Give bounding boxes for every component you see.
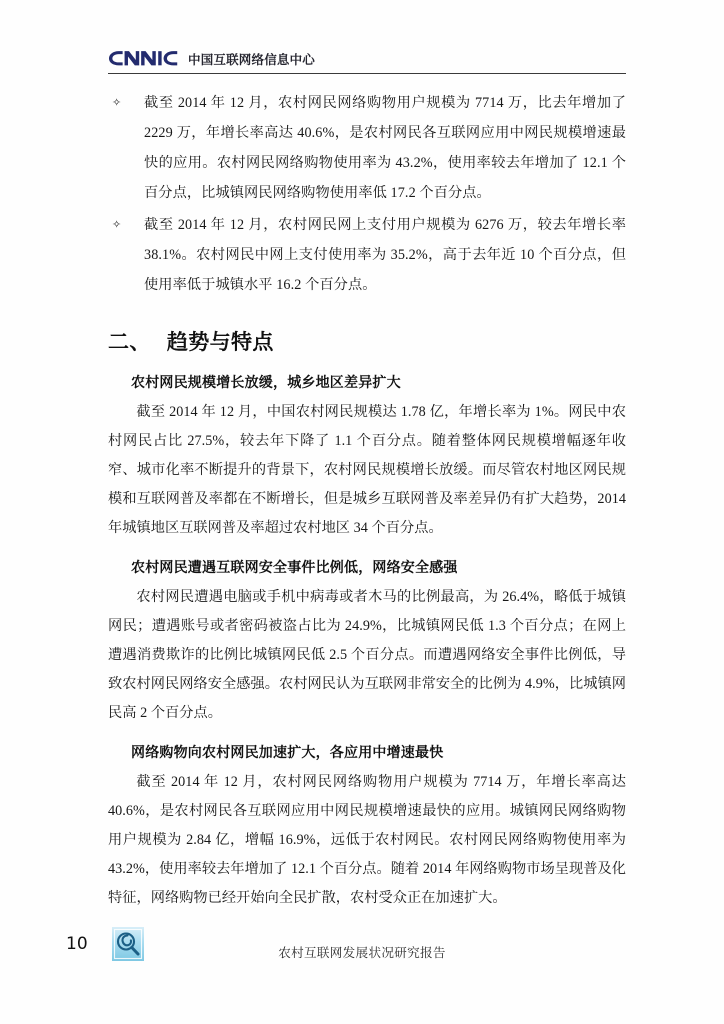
document-header [108,42,626,82]
list-item [108,88,626,208]
page-number: 10 [66,934,88,954]
cnnic-logo-icon [108,48,186,68]
section-heading [108,326,626,356]
subsection-paragraph-1: 截至 2014 年 12 月，中国农村网民规模达 1.78 亿，年增长率为 1%。网民中农村网民占比 27.5%，较去年下降了 1.1 个百分点。随着整体网民规模增幅逐年收窄、城市化率不断提升的背景下，农村网民规模增长放缓。而尽管农村地区网民规模和互联网普及率都在不断增长，但是城乡互联网普及率差异仍有扩大趋势，2014 年城镇地区互联网普及率超过农村地区 34 个百分点。 [108,404,626,536]
brand-name-label: 中国互联网络信息中心 [188,51,316,67]
bullet-text: 截至 2014 年 12 月，农村网民网络购物用户规模为 7714 万，比去年增加了 2229 万，年增长率高达 40.6%，是农村网民各互联网应用中网民规模增速最快的应用。农村网民网络购物使用率为 43.2%，使用率较去年增加了 12.1 个百分点，比城镇网民网络购物使用率低 17.2 个百分点。 [144,95,626,201]
subsection-paragraph-3: 截至 2014 年 12 月，农村网民网络购物用户规模为 7714 万，年增长率高达 40.6%，是农村网民各互联网应用中网民规模增速最快的应用。城镇网民网络购物用户规模为 2.84 亿，增幅 16.9%，远低于农村网民。农村网民网络购物使用率为 43.2%，使用率较去年增加了 12.1 个百分点。随着 2014 年网络购物市场呈现普及化特征，网络购物已经开始向全民扩散，农村受众正在加速扩大。 [108,774,626,906]
subsection-paragraph-2: 农村网民遭遇电脑或手机中病毒或者木马的比例最高，为 26.4%，略低于城镇网民；遭遇账号或者密码被盗占比为 24.9%，比城镇网民低 1.3 个百分点；在网上遭遇消费欺诈的比例比城镇网民低 2.5 个百分点。而遭遇网络安全事件比例低，导致农村网民网络安全感强。农村网民认为互联网非常安全的比例为 4.9%，比城镇网民高 2 个百分点。 [108,589,626,721]
diamond-bullet-icon: ✧ [112,218,122,231]
summary-bullet-list [108,88,626,300]
brand-block [108,42,626,68]
subsection-heading-3: 网络购物向农村网民加速扩大，各应用中增速最快 [131,745,444,761]
document-content [108,88,626,917]
list-item [108,210,626,300]
section-number: 二、 [108,330,151,354]
subsection-heading-1: 农村网民规模增长放缓，城乡地区差异扩大 [131,375,401,391]
footer-title: 农村互联网发展状况研究报告 [278,945,446,960]
diamond-bullet-icon: ✧ [112,96,122,109]
header-divider [108,73,626,74]
bullet-text: 截至 2014 年 12 月，农村网民网上支付用户规模为 6276 万，较去年增长率 38.1%。农村网民中网上支付使用率为 35.2%，高于去年近 10 个百分点，但使用率低于城镇水平 16.2 个百分点。 [144,217,626,293]
document-footer [0,926,724,972]
subsection-heading-2: 农村网民遭遇互联网安全事件比例低，网络安全感强 [131,560,458,576]
section-title: 趋势与特点 [166,330,274,354]
